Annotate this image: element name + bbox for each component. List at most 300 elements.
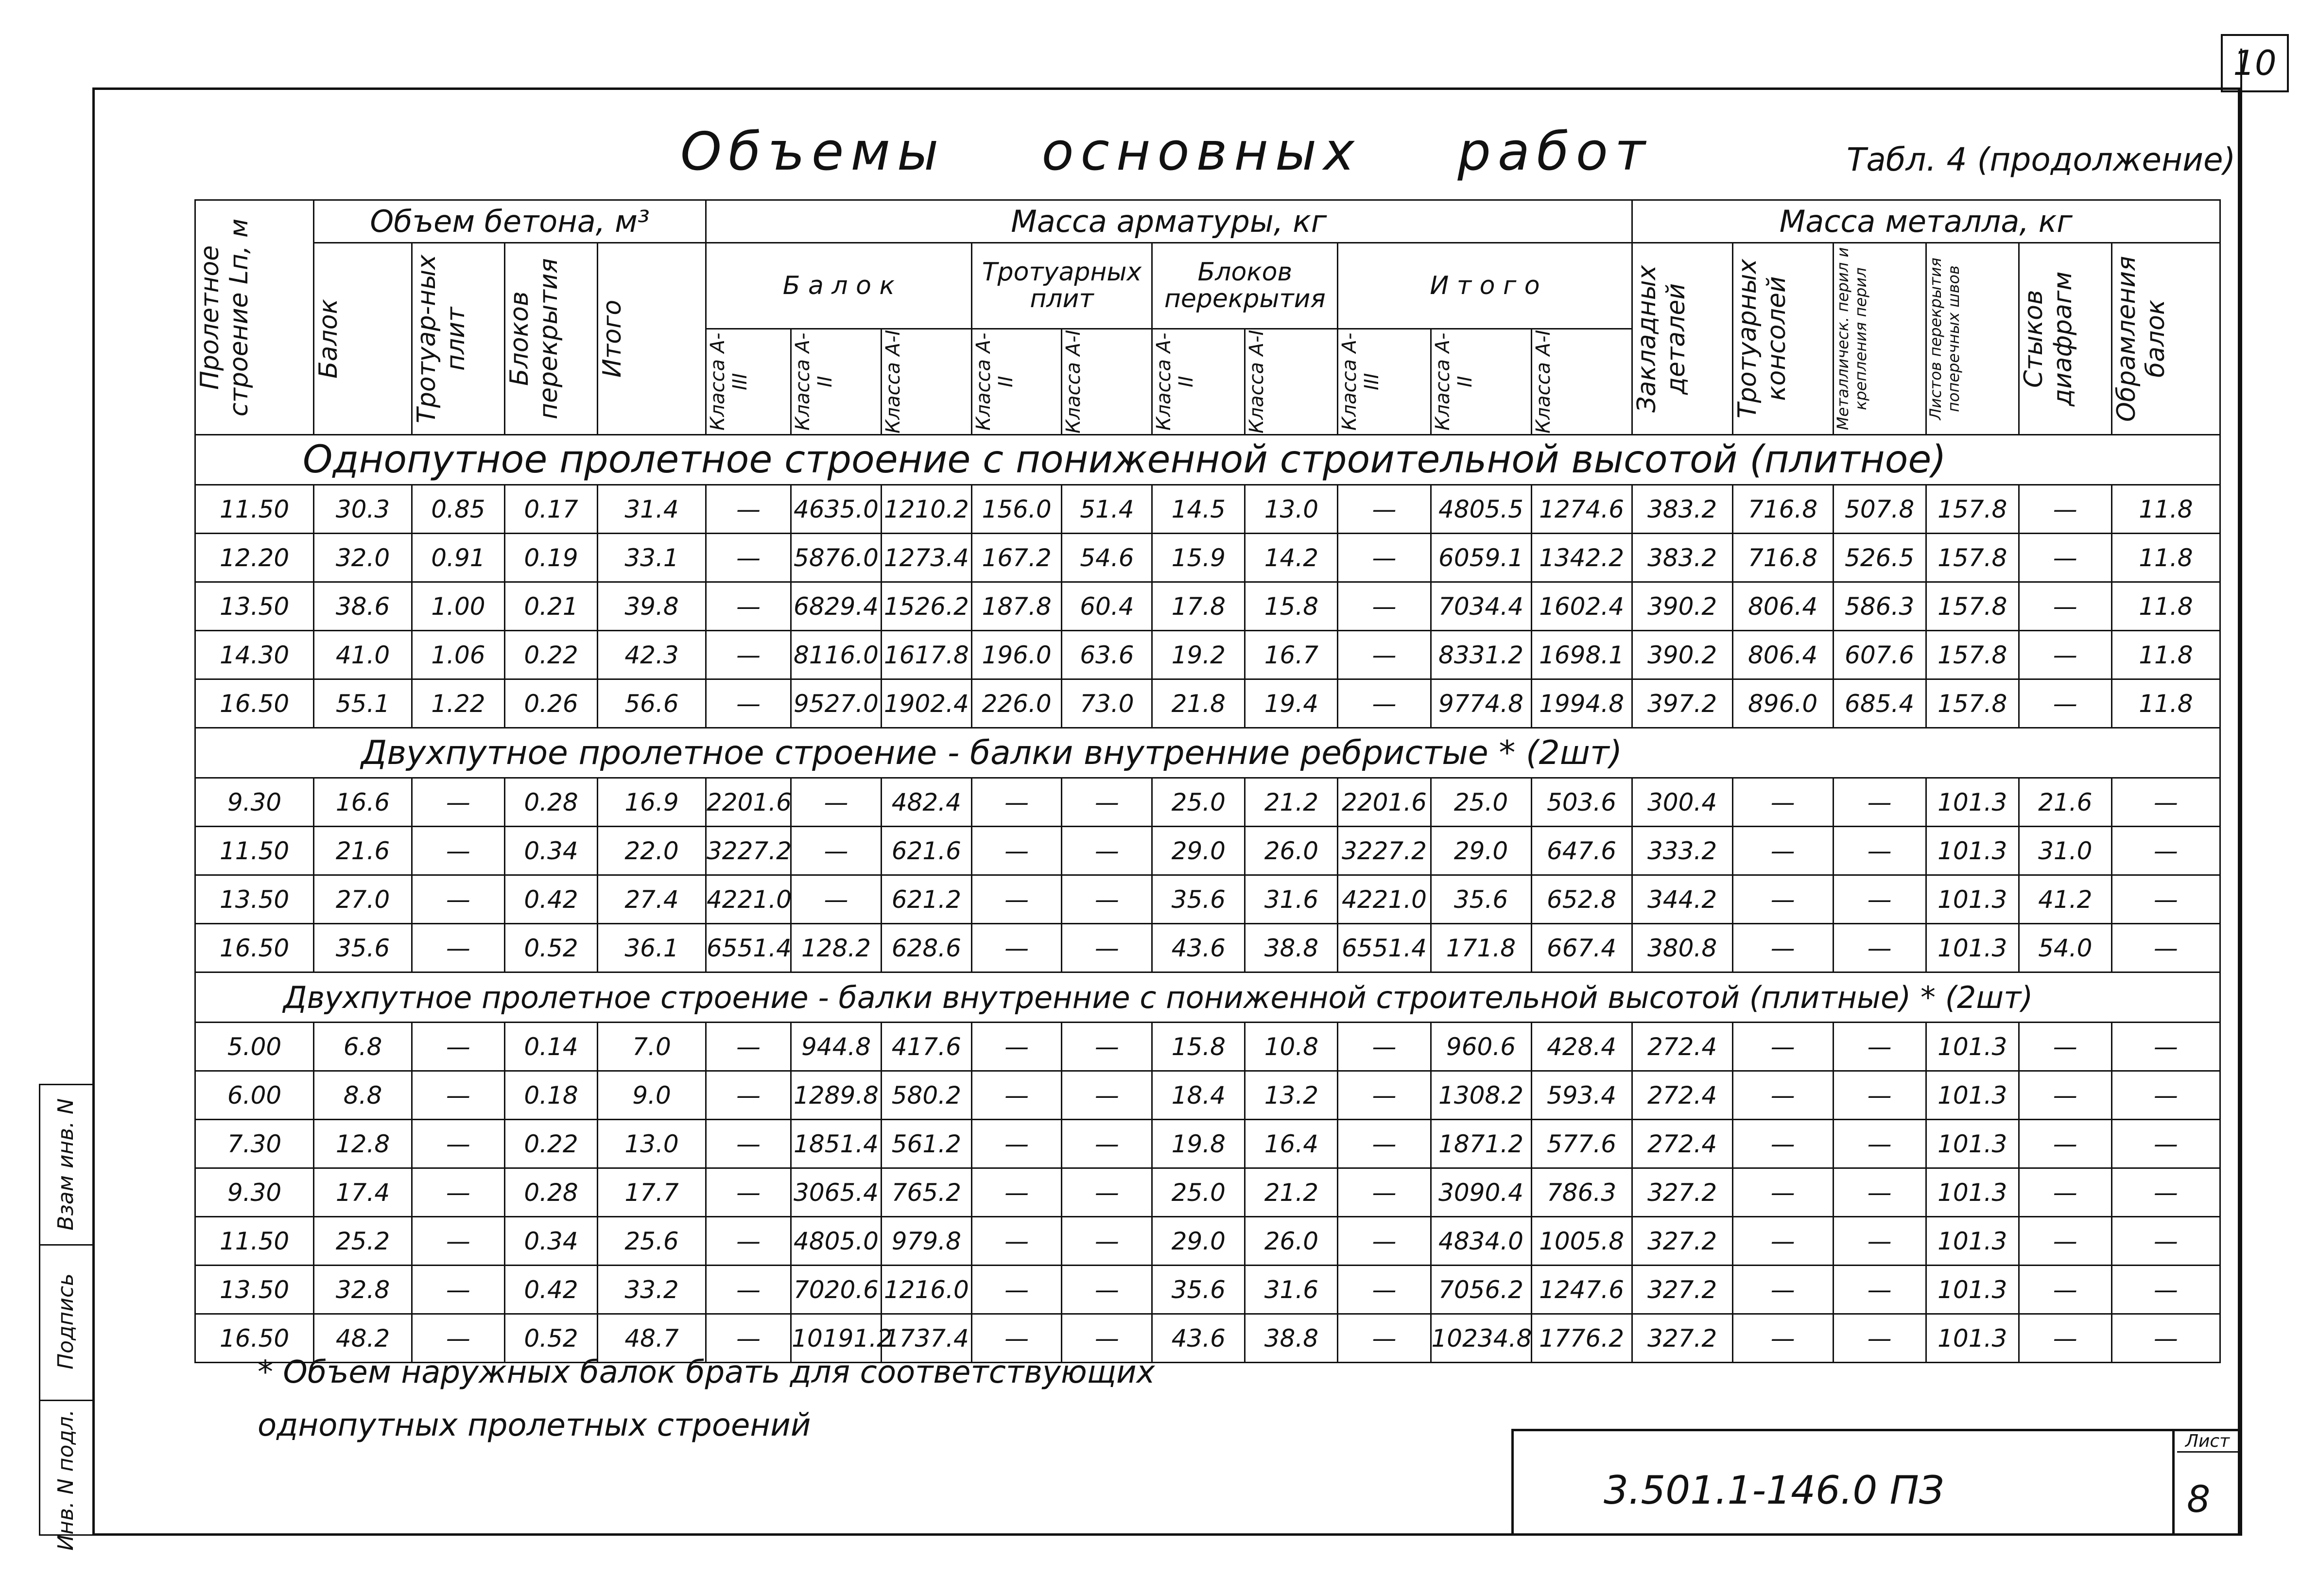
table-cell: 526.5	[1833, 534, 1926, 582]
metal-col-header: Закладных деталей	[1632, 243, 1732, 435]
table-cell: —	[1732, 1314, 1833, 1363]
table-cell: 1247.6	[1531, 1266, 1632, 1314]
table-cell: 621.2	[881, 875, 971, 924]
table-cell: —	[2111, 827, 2220, 875]
table-cell: —	[1732, 1168, 1833, 1217]
table-cell: —	[2019, 1168, 2111, 1217]
table-cell: —	[1062, 827, 1152, 875]
span-length-cell: 16.50	[195, 679, 314, 728]
table-cell: 716.8	[1732, 534, 1833, 582]
table-cell: 1005.8	[1531, 1217, 1632, 1266]
table-cell: 1698.1	[1531, 631, 1632, 679]
rebar-class-header: Класса A-I	[1531, 329, 1632, 435]
table-cell: —	[1338, 485, 1431, 534]
table-cell: 383.2	[1632, 534, 1732, 582]
table-cell: —	[2019, 1217, 2111, 1266]
table-cell: —	[971, 1023, 1062, 1071]
table-cell: —	[971, 924, 1062, 972]
table-cell: —	[1732, 778, 1833, 827]
table-cell: 16.4	[1245, 1120, 1338, 1168]
rebar-class-header: Класса A-III	[706, 329, 791, 435]
table-cell: 41.0	[314, 631, 412, 679]
table-cell: 272.4	[1632, 1120, 1732, 1168]
table-cell: —	[706, 485, 791, 534]
table-cell: —	[2019, 582, 2111, 631]
table-cell: —	[1732, 1266, 1833, 1314]
table-cell: 7034.4	[1431, 582, 1531, 631]
table-cell: —	[1062, 1023, 1152, 1071]
table-cell: 226.0	[971, 679, 1062, 728]
table-cell: —	[2019, 534, 2111, 582]
table-cell: —	[412, 1314, 504, 1363]
table-cell: 101.3	[1926, 1314, 2019, 1363]
table-row	[195, 1266, 2220, 1314]
table-cell: 1342.2	[1531, 534, 1632, 582]
table-cell: —	[1833, 875, 1926, 924]
table-cell: 2201.6	[706, 778, 791, 827]
table-cell: 25.2	[314, 1217, 412, 1266]
table-cell: 300.4	[1632, 778, 1732, 827]
table-cell: 960.6	[1431, 1023, 1531, 1071]
table-cell: 397.2	[1632, 679, 1732, 728]
table-cell: 6059.1	[1431, 534, 1531, 582]
rebar-class-header: Класса A-II	[1431, 329, 1531, 435]
table-cell: —	[2111, 1217, 2220, 1266]
table-cell: —	[791, 875, 882, 924]
table-cell: 25.6	[598, 1217, 706, 1266]
table-cell: 101.3	[1926, 1217, 2019, 1266]
table-cell: —	[1338, 1314, 1431, 1363]
table-cell: 1602.4	[1531, 582, 1632, 631]
table-cell: —	[1338, 1071, 1431, 1120]
table-cell: —	[1833, 1168, 1926, 1217]
table-cell: 327.2	[1632, 1168, 1732, 1217]
table-cell: 10191.2	[791, 1314, 882, 1363]
side-label-signature: Подпись	[53, 1273, 78, 1370]
table-cell: 3065.4	[791, 1168, 882, 1217]
span-length-cell: 7.30	[195, 1120, 314, 1168]
sheet-number: 8	[2187, 1477, 2211, 1521]
table-cell: 27.0	[314, 875, 412, 924]
table-header	[195, 200, 2220, 435]
table-cell: 593.4	[1531, 1071, 1632, 1120]
table-cell: —	[1833, 1120, 1926, 1168]
table-cell: 1274.6	[1531, 485, 1632, 534]
table-cell: 8.8	[314, 1071, 412, 1120]
table-row	[195, 1120, 2220, 1168]
concrete-col-header: Тротуар-ных плит	[412, 243, 504, 435]
table-cell: 390.2	[1632, 582, 1732, 631]
table-cell: 9774.8	[1431, 679, 1531, 728]
table-cell: 31.0	[2019, 827, 2111, 875]
table-cell: 60.4	[1062, 582, 1152, 631]
table-cell: 765.2	[881, 1168, 971, 1217]
table-cell: 6551.4	[706, 924, 791, 972]
table-cell: 586.3	[1833, 582, 1926, 631]
table-cell: 21.2	[1245, 778, 1338, 827]
table-cell: 0.14	[504, 1023, 597, 1071]
table-cell: 0.52	[504, 1314, 597, 1363]
table-cell: —	[706, 1071, 791, 1120]
table-cell: 101.3	[1926, 1120, 2019, 1168]
table-row	[195, 1168, 2220, 1217]
table-cell: 0.17	[504, 485, 597, 534]
table-cell: 187.8	[971, 582, 1062, 631]
table-cell: 63.6	[1062, 631, 1152, 679]
table-cell: 21.6	[314, 827, 412, 875]
table-cell: —	[1338, 1023, 1431, 1071]
footnote-line: однопутных пролетных строений	[258, 1407, 811, 1443]
table-cell: 21.8	[1152, 679, 1245, 728]
table-cell: 51.4	[1062, 485, 1152, 534]
rebar-class-header: Класса A-I	[1062, 329, 1152, 435]
table-cell: 0.18	[504, 1071, 597, 1120]
table-cell: —	[412, 1120, 504, 1168]
table-cell: 1871.2	[1431, 1120, 1531, 1168]
rebar-class-header: Класса A-II	[1152, 329, 1245, 435]
table-cell: 25.0	[1152, 778, 1245, 827]
table-cell: —	[971, 1217, 1062, 1266]
table-cell: 3227.2	[706, 827, 791, 875]
span-length-cell: 9.30	[195, 778, 314, 827]
table-row	[195, 1071, 2220, 1120]
table-cell: 786.3	[1531, 1168, 1632, 1217]
section-title: Двухпутное пролетное строение - балки внутренние с пониженной строительной высотой (плитные) * (2шт)	[195, 972, 2220, 1023]
table-cell: —	[1833, 1314, 1926, 1363]
table-cell: 0.21	[504, 582, 597, 631]
table-cell: 54.0	[2019, 924, 2111, 972]
table-cell: 3227.2	[1338, 827, 1431, 875]
table-row	[195, 631, 2220, 679]
table-cell: 11.8	[2111, 534, 2220, 582]
table-cell: —	[2019, 631, 2111, 679]
table-cell: 157.8	[1926, 679, 2019, 728]
table-cell: 18.4	[1152, 1071, 1245, 1120]
table-cell: 1902.4	[881, 679, 971, 728]
table-cell: 29.0	[1152, 1217, 1245, 1266]
metal-group-header: Масса металла, кг	[1632, 200, 2220, 243]
table-cell: 101.3	[1926, 778, 2019, 827]
table-cell: 7056.2	[1431, 1266, 1531, 1314]
table-cell: —	[706, 1168, 791, 1217]
footnote	[258, 1346, 1155, 1452]
metal-col-header: Стыков диафрагм	[2019, 243, 2111, 435]
table-cell: 4635.0	[791, 485, 882, 534]
table-cell: 35.6	[1152, 875, 1245, 924]
table-row	[195, 534, 2220, 582]
table-cell: —	[706, 631, 791, 679]
table-cell: —	[2111, 1071, 2220, 1120]
table-cell: 10234.8	[1431, 1314, 1531, 1363]
table-cell: —	[1732, 1217, 1833, 1266]
table-cell: —	[971, 1120, 1062, 1168]
table-cell: 15.8	[1245, 582, 1338, 631]
table-cell: —	[1062, 1120, 1152, 1168]
table-cell: —	[1833, 1071, 1926, 1120]
table-cell: —	[971, 827, 1062, 875]
table-cell: —	[2111, 924, 2220, 972]
table-cell: —	[971, 875, 1062, 924]
table-cell: 35.6	[1152, 1266, 1245, 1314]
table-cell: 685.4	[1833, 679, 1926, 728]
table-cell: 101.3	[1926, 1168, 2019, 1217]
table-cell: 4221.0	[706, 875, 791, 924]
table-cell: —	[791, 778, 882, 827]
table-cell: 390.2	[1632, 631, 1732, 679]
table-cell: —	[1833, 827, 1926, 875]
table-cell: 8331.2	[1431, 631, 1531, 679]
table-cell: 17.8	[1152, 582, 1245, 631]
table-cell: —	[2111, 875, 2220, 924]
side-label-original-inv: Инв. N подл.	[53, 1409, 78, 1551]
table-cell: —	[2111, 778, 2220, 827]
table-cell: —	[1062, 1168, 1152, 1217]
table-cell: 19.8	[1152, 1120, 1245, 1168]
table-cell: 580.2	[881, 1071, 971, 1120]
span-length-cell: 12.20	[195, 534, 314, 582]
table-cell: —	[791, 827, 882, 875]
table-cell: 17.7	[598, 1168, 706, 1217]
table-cell: 0.85	[412, 485, 504, 534]
table-cell: 25.0	[1152, 1168, 1245, 1217]
table-cell: 4221.0	[1338, 875, 1431, 924]
table-cell: —	[1338, 534, 1431, 582]
table-cell: —	[706, 1023, 791, 1071]
side-label-replaced-inv: Взам инв. N	[53, 1098, 78, 1231]
table-cell: 944.8	[791, 1023, 882, 1071]
table-cell: —	[2019, 1314, 2111, 1363]
table-cell: 4805.5	[1431, 485, 1531, 534]
table-row	[195, 1217, 2220, 1266]
table-cell: 13.2	[1245, 1071, 1338, 1120]
table-cell: —	[2019, 1120, 2111, 1168]
rebar-class-header: Класса A-III	[1338, 329, 1431, 435]
table-cell: 73.0	[1062, 679, 1152, 728]
table-cell: —	[1732, 875, 1833, 924]
table-cell: 31.6	[1245, 1266, 1338, 1314]
table-cell: 35.6	[314, 924, 412, 972]
table-cell: 0.22	[504, 1120, 597, 1168]
table-cell: —	[412, 1023, 504, 1071]
span-length-cell: 11.50	[195, 485, 314, 534]
table-cell: —	[412, 1168, 504, 1217]
table-cell: 327.2	[1632, 1266, 1732, 1314]
rebar-class-header: Класса A-II	[791, 329, 882, 435]
rebar-class-header: Класса A-II	[971, 329, 1062, 435]
table-cell: 101.3	[1926, 1266, 2019, 1314]
table-cell: —	[1833, 1266, 1926, 1314]
table-cell: 196.0	[971, 631, 1062, 679]
binding-strip	[2240, 49, 2248, 1536]
table-cell: 9527.0	[791, 679, 882, 728]
table-cell: 333.2	[1632, 827, 1732, 875]
table-cell: —	[412, 875, 504, 924]
span-length-cell: 11.50	[195, 1217, 314, 1266]
table-cell: —	[1833, 1217, 1926, 1266]
span-length-cell: 13.50	[195, 875, 314, 924]
concrete-group-header: Объем бетона, м³	[314, 200, 706, 243]
deck-blocks-subheader: Блоков перекрытия	[1152, 243, 1338, 329]
table-cell: 30.3	[314, 485, 412, 534]
table-cell: —	[1062, 1314, 1152, 1363]
table-row	[195, 582, 2220, 631]
table-cell: 1.00	[412, 582, 504, 631]
metal-col-header: Обрамления балок	[2111, 243, 2220, 435]
table-cell: 327.2	[1632, 1217, 1732, 1266]
table-cell: —	[412, 827, 504, 875]
span-length-cell: 13.50	[195, 582, 314, 631]
table-cell: 1776.2	[1531, 1314, 1632, 1363]
table-cell: 16.7	[1245, 631, 1338, 679]
table-cell: 667.4	[1531, 924, 1632, 972]
table-cell: 0.42	[504, 1266, 597, 1314]
table-cell: 6829.4	[791, 582, 882, 631]
table-cell: 561.2	[881, 1120, 971, 1168]
table-cell: 157.8	[1926, 631, 2019, 679]
table-cell: 896.0	[1732, 679, 1833, 728]
table-cell: 22.0	[598, 827, 706, 875]
table-cell: 380.8	[1632, 924, 1732, 972]
table-cell: 29.0	[1152, 827, 1245, 875]
table-cell: 29.0	[1431, 827, 1531, 875]
table-cell: 19.4	[1245, 679, 1338, 728]
table-cell: 1851.4	[791, 1120, 882, 1168]
table-cell: —	[706, 534, 791, 582]
table-cell: 157.8	[1926, 582, 2019, 631]
table-cell: —	[1732, 924, 1833, 972]
table-row	[195, 778, 2220, 827]
table-cell: —	[971, 1071, 1062, 1120]
table-cell: 16.6	[314, 778, 412, 827]
span-length-cell: 6.00	[195, 1071, 314, 1120]
table-row	[195, 485, 2220, 534]
page-title: Объемы основных работ	[680, 121, 1652, 182]
table-cell: 6551.4	[1338, 924, 1431, 972]
table-cell: 628.6	[881, 924, 971, 972]
table-cell: 156.0	[971, 485, 1062, 534]
table-cell: —	[412, 1071, 504, 1120]
table-cell: 507.8	[1833, 485, 1926, 534]
table-cell: 0.34	[504, 827, 597, 875]
table-cell: 428.4	[1531, 1023, 1632, 1071]
table-cell: 55.1	[314, 679, 412, 728]
table-cell: —	[971, 1266, 1062, 1314]
table-cell: 11.8	[2111, 679, 2220, 728]
table-cell: 43.6	[1152, 924, 1245, 972]
table-cell: 272.4	[1632, 1071, 1732, 1120]
table-cell: 15.9	[1152, 534, 1245, 582]
table-cell: 31.4	[598, 485, 706, 534]
table-reference: Табл. 4 (продолжение)	[1847, 141, 2236, 178]
quantities-table	[194, 199, 2221, 1363]
table-cell: —	[2111, 1314, 2220, 1363]
table-cell: —	[2019, 679, 2111, 728]
table-cell: —	[1062, 1071, 1152, 1120]
table-cell: —	[412, 1217, 504, 1266]
table-cell: 26.0	[1245, 1217, 1338, 1266]
table-cell: 503.6	[1531, 778, 1632, 827]
table-cell: —	[2019, 485, 2111, 534]
table-cell: 10.8	[1245, 1023, 1338, 1071]
metal-col-header: Тротуарных консолей	[1732, 243, 1833, 435]
table-cell: 482.4	[881, 778, 971, 827]
table-cell: 7.0	[598, 1023, 706, 1071]
table-cell: —	[706, 1120, 791, 1168]
table-cell: —	[1338, 679, 1431, 728]
table-cell: 1210.2	[881, 485, 971, 534]
table-cell: 716.8	[1732, 485, 1833, 534]
table-cell: 3090.4	[1431, 1168, 1531, 1217]
concrete-col-header: Балок	[314, 243, 412, 435]
table-cell: —	[412, 924, 504, 972]
table-cell: 157.8	[1926, 485, 2019, 534]
table-cell: 9.0	[598, 1071, 706, 1120]
table-cell: 0.42	[504, 875, 597, 924]
table-cell: 14.2	[1245, 534, 1338, 582]
span-length-cell: 16.50	[195, 924, 314, 972]
table-cell: —	[706, 582, 791, 631]
table-cell: —	[412, 1266, 504, 1314]
span-length-cell: 5.00	[195, 1023, 314, 1071]
table-cell: 38.8	[1245, 924, 1338, 972]
table-row	[195, 827, 2220, 875]
rebar-class-header: Класса A-I	[881, 329, 971, 435]
span-length-cell: 11.50	[195, 827, 314, 875]
section-row	[195, 728, 2220, 778]
table-cell: 38.6	[314, 582, 412, 631]
table-cell: 1289.8	[791, 1071, 882, 1120]
table-cell: 128.2	[791, 924, 882, 972]
table-cell: —	[1338, 1120, 1431, 1168]
table-cell: 647.6	[1531, 827, 1632, 875]
sheet-label: Лист	[2177, 1431, 2238, 1453]
table-cell: 27.4	[598, 875, 706, 924]
table-cell: —	[2019, 1266, 2111, 1314]
table-cell: 6.8	[314, 1023, 412, 1071]
table-cell: 41.2	[2019, 875, 2111, 924]
table-cell: 1216.0	[881, 1266, 971, 1314]
metal-col-header: Листов перекрытия поперечных швов	[1926, 243, 2019, 435]
section-title: Двухпутное пролетное строение - балки внутренние ребристые * (2шт)	[195, 728, 2220, 778]
table-cell: 344.2	[1632, 875, 1732, 924]
table-cell: 33.1	[598, 534, 706, 582]
table-cell: —	[1732, 1023, 1833, 1071]
table-cell: —	[706, 1266, 791, 1314]
span-length-cell: 16.50	[195, 1314, 314, 1363]
table-cell: 35.6	[1431, 875, 1531, 924]
beams-subheader: Б а л о к	[706, 243, 971, 329]
table-cell: —	[1338, 582, 1431, 631]
table-cell: 1617.8	[881, 631, 971, 679]
table-cell: 577.6	[1531, 1120, 1632, 1168]
span-column-header: Пролетное строение Lп, м	[195, 200, 314, 435]
table-cell: —	[971, 1168, 1062, 1217]
table-cell: 806.4	[1732, 631, 1833, 679]
table-cell: —	[1062, 1266, 1152, 1314]
table-cell: 101.3	[1926, 827, 2019, 875]
footnote-line: * Объем наружных балок брать для соответствующих	[258, 1354, 1155, 1390]
table-cell: 327.2	[1632, 1314, 1732, 1363]
table-cell: 0.28	[504, 778, 597, 827]
table-cell: 32.0	[314, 534, 412, 582]
table-cell: 272.4	[1632, 1023, 1732, 1071]
table-cell: 38.8	[1245, 1314, 1338, 1363]
table-cell: 621.6	[881, 827, 971, 875]
table-cell: 806.4	[1732, 582, 1833, 631]
table-cell: 1737.4	[881, 1314, 971, 1363]
table-cell: —	[2019, 1023, 2111, 1071]
side-stamp-divider	[39, 1400, 92, 1401]
